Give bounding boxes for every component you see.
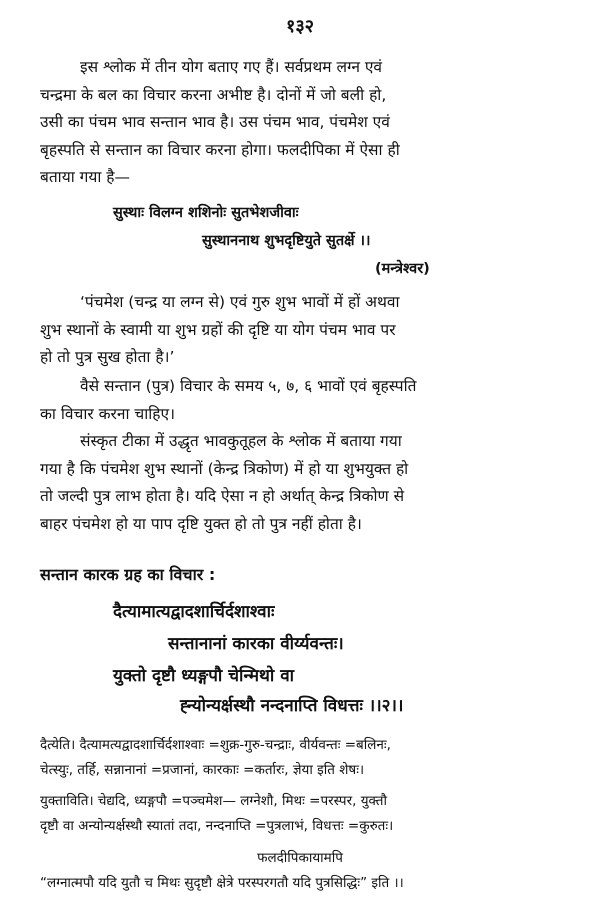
verse1-source: (मन्त्रेश्वर) bbox=[375, 261, 430, 277]
intro-line: चन्द्रमा के बल का विचार करना अभीष्ट है। दोनों में जो बली हो, bbox=[40, 85, 387, 104]
intro-line: बृहस्पति से सन्तान का विचार करना होगा। फलदीपिका में ऐसा ही bbox=[40, 140, 400, 159]
section-heading: सन्तान कारक ग्रह का विचार : bbox=[40, 565, 216, 584]
vaise-line: वैसे सन्तान (पुत्र) विचार के समय ५, ७, ६ भावों एवं बृहस्पति bbox=[80, 377, 417, 395]
tika-line: तो जल्दी पुत्र लाभ होता है। यदि ऐसा न हो अर्थात् केन्द्र त्रिकोण से bbox=[40, 487, 405, 505]
verse1-line2: सुस्थाननाथ शुभदृष्टियुते सुतर्क्षे ।। bbox=[202, 233, 371, 249]
intro-paragraph bbox=[40, 54, 400, 192]
phaladipika-label: फलदीपिकायामपि bbox=[257, 850, 343, 866]
vaise-line: का विचार करना चाहिए। bbox=[40, 404, 175, 423]
translation-paragraph bbox=[40, 289, 400, 372]
commentary-2 bbox=[40, 789, 393, 839]
tika-line: गया है कि पंचमेश शुभ स्थानों (केन्द्र त्रिकोण) में हो या शुभयुक्त हो bbox=[40, 459, 409, 478]
intro-line: इस श्लोक में तीन योग बताए गए हैं। सर्वप्रथम लग्न एवं bbox=[80, 58, 383, 76]
verse2-line3: युक्तो दृष्टौ ध्यङ्गपौ चेन्मिथो वा bbox=[113, 666, 295, 686]
verse2-line4: ह्न्योन्यर्क्षस्थौ नन्दनाप्ति विधत्तः ।।२।। bbox=[180, 696, 404, 716]
final-quote bbox=[40, 871, 404, 896]
commentary-line: दैत्येति। दैत्यामत्यद्वादशार्चिर्दशाश्वाः =शुक्र-गुरु-चन्द्राः, वीर्यवन्तः =बलिनः, bbox=[40, 737, 391, 753]
tika-line: बाहर पंचमेश हो या पाप दृष्टि युक्त हो तो पुत्र नहीं होता है। bbox=[40, 514, 362, 533]
page-number: १३२ bbox=[285, 16, 315, 37]
tika-paragraph bbox=[40, 428, 408, 538]
tika-line: संस्कृत टीका में उद्धृत भावकुतूहल के श्लोक में बताया गया bbox=[80, 432, 402, 450]
commentary-1 bbox=[40, 733, 391, 783]
intro-line: बताया गया है— bbox=[40, 168, 131, 186]
verse2-line2: सन्तानानां कारका वीर्य्यवन्तः। bbox=[168, 634, 344, 654]
final-quote-line: “लग्नात्मपौ यदि युतौ च मिथः सुदृष्टौ क्षेत्रे परस्परगतौ यदि पुत्रसिद्धिः” इति ।। bbox=[40, 875, 404, 891]
translation-line: शुभ स्थानों के स्वामी या शुभ ग्रहों की दृष्टि या योग पंचम भाव पर bbox=[40, 320, 396, 339]
verse2-line1: दैत्यामात्यद्वादशार्चिर्दशाश्वाः bbox=[113, 602, 275, 622]
verse1-line1: सुस्थाः विलग्न शशिनोः सुतभेशजीवाः bbox=[113, 205, 299, 221]
commentary-line: चेत्स्युः, तर्हि, सन्नानानां =प्रजानां, कारकाः =कर्तारः, ज्ञेया इति शेषः। bbox=[40, 762, 365, 778]
translation-line: ‘पंचमेश (चन्द्र या लग्न से) एवं गुरु शुभ भावों में हों अथवा bbox=[80, 293, 400, 311]
intro-line: उसी का पंचम भाव सन्तान भाव है। उस पंचम भाव, पंचमेश एवं bbox=[40, 113, 390, 131]
translation-line: हो तो पुत्र सुख होता है।’ bbox=[40, 348, 175, 366]
vaise-paragraph bbox=[40, 373, 416, 428]
commentary-line: युक्ताविति। चेद्यदि, ध्यङ्गपौ =पञ्चमेश— लग्नेशौ, मिथः =परस्पर, युक्तौ bbox=[40, 793, 387, 809]
commentary-line: दृष्टौ वा अन्योन्यर्क्षस्थौ स्यातां तदा, नन्दनाप्ति =पुत्रलाभं, विधत्तः =कुरुतः। bbox=[40, 818, 394, 834]
